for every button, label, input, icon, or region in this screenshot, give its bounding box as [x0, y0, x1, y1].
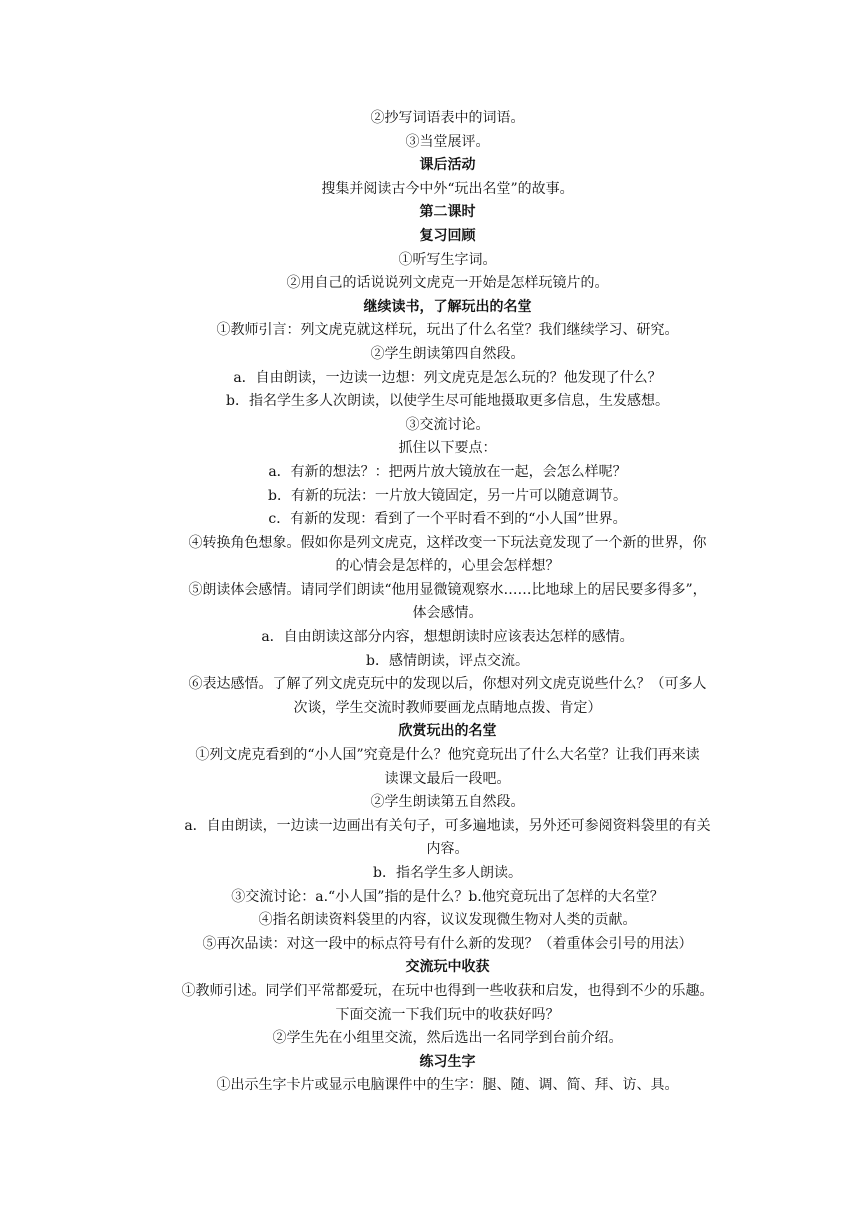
text-line: ⑤朗读体会感情。请同学们朗读“他用显微镜观察水……比地球上的居民要多得多”， [188, 581, 707, 598]
text-line: ②学生朗读第四自然段。 [370, 345, 525, 362]
text-line: ①列文虎克看到的“小人国”究竟是什么？他究竟玩出了什么大名堂？让我们再来读 [195, 747, 700, 764]
section-heading: 复习回顾 [419, 227, 476, 244]
text-line: 读课文最后一段吧。 [384, 770, 511, 787]
text-line: b．有新的玩法：一片放大镜固定，另一片可以随意调节。 [268, 487, 627, 504]
text-line: ①教师引言：列文虎克就这样玩，玩出了什么名堂？我们继续学习、研究。 [216, 322, 679, 339]
text-line: ④指名朗读资料袋里的内容，议议发现微生物对人类的贡献。 [258, 912, 637, 929]
text-line: ⑥表达感悟。了解了列文虎克玩中的发现以后，你想对列文虎克说些什么？（可多人 [188, 676, 707, 693]
section-heading: 欣赏玩出的名堂 [398, 723, 497, 740]
text-line: a．自由朗读，一边读一边想：列文虎克是怎么玩的？他发现了什么？ [233, 369, 662, 386]
text-line: ②抄写词语表中的词语。 [370, 110, 525, 126]
text-line: b．指名学生多人朗读。 [373, 865, 522, 881]
section-heading: 交流玩中收获 [405, 959, 490, 976]
section-heading: 课后活动 [419, 157, 476, 174]
text-line: 抓住以下要点： [398, 440, 497, 457]
text-line: a．自由朗读这部分内容，想想朗读时应该表达怎样的感情。 [261, 629, 634, 646]
text-line: 搜集并阅读古今中外“玩出名堂”的故事。 [321, 180, 574, 197]
text-line: ③交流讨论：a.“小人国”指的是什么？b.他究竟玩出了怎样的大名堂？ [231, 888, 664, 905]
text-line: ③交流讨论。 [405, 416, 490, 433]
text-line: ①教师引述。同学们平常都爱玩，在玩中也得到一些收获和启发，也得到不少的乐趣。 [181, 982, 714, 999]
text-line: a．自由朗读，一边读一边画出有关句子，可多遍地读，另外还可参阅资料袋里的有关 [184, 817, 711, 834]
text-line: 次谈，学生交流时教师要画龙点睛地点拨、肯定） [293, 699, 602, 716]
text-line: c．有新的发现：看到了一个平时看不到的“小人国”世界。 [268, 511, 627, 528]
text-line: ③当堂展评。 [405, 133, 490, 150]
text-line: a．有新的想法？：把两片放大镜放在一起，会怎么样呢？ [268, 463, 627, 480]
text-line: ②用自己的话说说列文虎克一开始是怎样玩镜片的。 [286, 275, 609, 292]
section-heading: 继续读书，了解玩出的名堂 [363, 298, 532, 315]
text-line: ②学生先在小组里交流，然后选出一名同学到台前介绍。 [272, 1030, 623, 1047]
text-line: ①听写生字词。 [398, 251, 497, 268]
document-page [160, 107, 735, 1098]
text-line: ①出示生字卡片或显示电脑课件中的生字：腿、随、调、简、拜、访、具。 [216, 1077, 679, 1094]
section-heading: 练习生字 [419, 1053, 476, 1070]
text-line: 内容。 [426, 841, 469, 858]
text-line: 体会感情。 [412, 605, 483, 622]
text-line: ④转换角色想象。假如你是列文虎克，这样改变一下玩法竟发现了一个新的世界，你 [188, 534, 707, 551]
document-body [160, 107, 735, 1098]
text-line: 的心情会是怎样的，心里会怎样想？ [335, 558, 560, 575]
text-line: ⑤再次品读：对这一段中的标点符号有什么新的发现？（着重体会引号的用法） [202, 935, 693, 952]
text-line: 下面交流一下我们玩中的收获好吗？ [335, 1006, 560, 1023]
section-heading: 第二课时 [419, 204, 476, 221]
text-line: b．指名学生多人次朗读，以使学生尽可能地摄取更多信息，生发感想。 [226, 393, 669, 410]
text-line: b．感情朗读，评点交流。 [366, 652, 529, 669]
text-line: ②学生朗读第五自然段。 [370, 794, 525, 811]
